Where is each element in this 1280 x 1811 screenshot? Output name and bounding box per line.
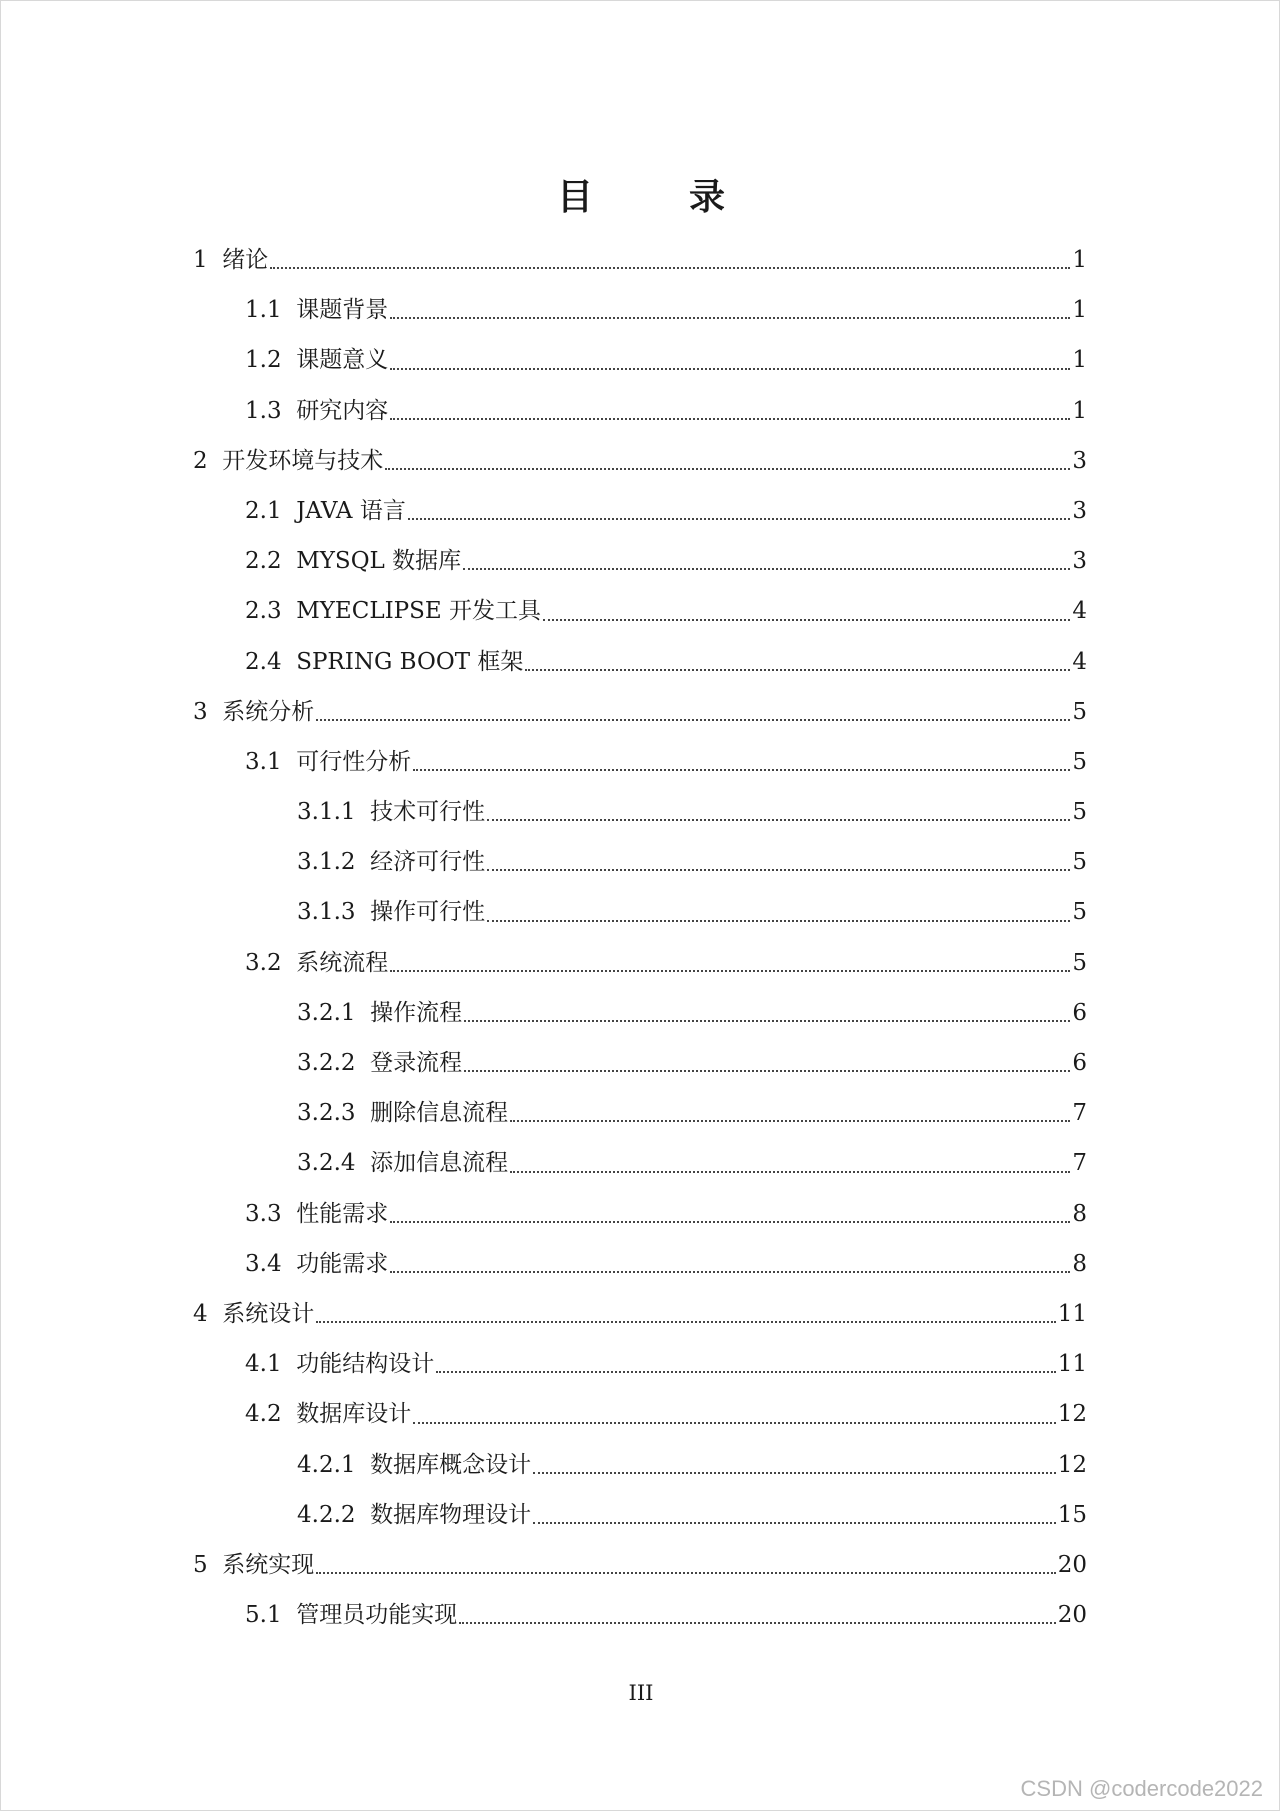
toc-entry-label: 功能需求 xyxy=(296,1250,389,1277)
toc-entry-label: MYSQL 数据库 xyxy=(296,548,462,575)
toc-leader-dots xyxy=(390,969,1070,972)
toc-entry-page: 1 xyxy=(1072,347,1087,374)
toc-entry[interactable] xyxy=(193,586,1087,636)
toc-entry-number: 3.4 xyxy=(245,1250,282,1277)
toc-entry[interactable] xyxy=(193,386,1087,436)
toc-entry[interactable] xyxy=(193,536,1087,586)
toc-leader-dots xyxy=(316,1320,1055,1323)
toc-entry-page: 4 xyxy=(1072,648,1087,675)
toc-entry-number: 5.1 xyxy=(245,1602,282,1629)
toc-entry[interactable] xyxy=(193,887,1087,937)
toc-entry-label: 课题背景 xyxy=(296,297,389,324)
toc-entry[interactable] xyxy=(193,988,1087,1038)
toc-entry-label: 研究内容 xyxy=(296,397,389,424)
toc-entry[interactable] xyxy=(193,1540,1087,1590)
toc-leader-dots xyxy=(316,718,1070,721)
toc-entry-label: 系统分析 xyxy=(222,698,315,725)
toc-leader-dots xyxy=(510,1119,1070,1122)
toc-entry-number: 3.1.3 xyxy=(297,899,356,926)
toc-leader-dots xyxy=(464,1069,1070,1072)
toc-entry-number: 4.2.1 xyxy=(297,1451,356,1478)
toc-entry-number: 2 xyxy=(193,447,208,474)
toc-leader-dots xyxy=(533,1471,1056,1474)
toc-entry-page: 6 xyxy=(1072,1050,1087,1076)
toc-leader-dots xyxy=(316,1571,1055,1574)
table-of-contents xyxy=(193,235,1087,1640)
toc-entry-page: 4 xyxy=(1072,598,1087,625)
toc-entry-number: 3.1 xyxy=(245,748,282,775)
toc-entry[interactable] xyxy=(193,687,1087,737)
toc-entry-page: 5 xyxy=(1072,849,1087,876)
toc-entry-page: 3 xyxy=(1072,548,1087,575)
toc-leader-dots xyxy=(270,266,1070,269)
toc-entry-label: 技术可行性 xyxy=(370,799,486,826)
toc-leader-dots xyxy=(510,1170,1070,1173)
toc-entry-page: 11 xyxy=(1057,1300,1087,1327)
toc-entry[interactable] xyxy=(193,486,1087,536)
toc-entry-page: 3 xyxy=(1072,447,1087,474)
toc-entry-label: 添加信息流程 xyxy=(370,1150,509,1177)
toc-entry[interactable] xyxy=(193,938,1087,988)
toc-entry-page: 12 xyxy=(1057,1401,1087,1428)
toc-entry[interactable] xyxy=(193,1590,1087,1640)
toc-entry-number: 1 xyxy=(193,247,208,273)
toc-entry-number: 3.2 xyxy=(245,949,282,976)
toc-entry-label: 登录流程 xyxy=(370,1050,463,1076)
toc-entry-number: 2.4 xyxy=(245,648,282,675)
toc-leader-dots xyxy=(487,818,1070,821)
toc-leader-dots xyxy=(390,367,1070,370)
toc-leader-dots xyxy=(390,417,1070,420)
toc-leader-dots xyxy=(543,618,1070,621)
toc-entry[interactable] xyxy=(193,837,1087,887)
toc-title: 目 录 xyxy=(556,177,755,218)
toc-entry-label: JAVA 语言 xyxy=(296,497,406,524)
toc-entry-label: 管理员功能实现 xyxy=(296,1602,458,1629)
toc-entry-label: 开发环境与技术 xyxy=(222,447,384,474)
toc-entry-number: 1.2 xyxy=(245,347,282,374)
toc-leader-dots xyxy=(390,1270,1070,1273)
toc-entry[interactable] xyxy=(193,787,1087,837)
toc-entry-label: 数据库物理设计 xyxy=(370,1501,532,1528)
toc-entry-number: 4.2 xyxy=(245,1401,282,1428)
toc-entry[interactable] xyxy=(193,1088,1087,1138)
toc-entry-label: 操作流程 xyxy=(370,999,463,1026)
toc-entry[interactable] xyxy=(193,1239,1087,1289)
toc-entry-page: 20 xyxy=(1057,1551,1087,1578)
toc-entry-number: 3.1.2 xyxy=(297,849,356,876)
toc-entry-number: 3.2.3 xyxy=(297,1100,356,1127)
toc-entry[interactable] xyxy=(193,637,1087,687)
toc-entry[interactable] xyxy=(193,1490,1087,1540)
toc-entry-page: 1 xyxy=(1072,397,1087,424)
toc-entry[interactable] xyxy=(193,1440,1087,1490)
toc-entry-number: 3.2.1 xyxy=(297,999,356,1026)
toc-entry[interactable] xyxy=(193,436,1087,486)
toc-entry[interactable] xyxy=(193,1038,1087,1088)
toc-entry-label: 可行性分析 xyxy=(296,748,412,775)
toc-entry-label: SPRING BOOT 框架 xyxy=(296,648,524,675)
toc-entry-number: 2.3 xyxy=(245,598,282,625)
toc-entry-label: 系统流程 xyxy=(296,949,389,976)
toc-leader-dots xyxy=(413,768,1070,771)
toc-entry-number: 2.2 xyxy=(245,548,282,575)
toc-entry[interactable] xyxy=(193,285,1087,335)
toc-entry-number: 4 xyxy=(193,1300,208,1327)
toc-entry-page: 5 xyxy=(1072,949,1087,976)
toc-leader-dots xyxy=(436,1370,1056,1373)
toc-entry-page: 11 xyxy=(1057,1351,1087,1378)
toc-entry-page: 8 xyxy=(1072,1250,1087,1277)
toc-entry-page: 20 xyxy=(1057,1602,1087,1629)
toc-entry-number: 3 xyxy=(193,698,208,725)
toc-entry-number: 4.2.2 xyxy=(297,1501,356,1528)
toc-entry[interactable] xyxy=(193,1389,1087,1439)
toc-entry-label: 数据库设计 xyxy=(296,1401,412,1428)
toc-leader-dots xyxy=(487,919,1070,922)
toc-entry-number: 3.2.4 xyxy=(297,1150,356,1177)
toc-leader-dots xyxy=(464,1019,1070,1022)
toc-leader-dots xyxy=(390,1220,1070,1223)
page-number: III xyxy=(628,1681,654,1705)
toc-leader-dots xyxy=(408,517,1071,520)
toc-entry-page: 3 xyxy=(1072,497,1087,524)
toc-entry-label: MYECLIPSE 开发工具 xyxy=(296,598,542,625)
toc-entry-label: 绪论 xyxy=(222,247,269,273)
toc-entry-page: 7 xyxy=(1072,1150,1087,1177)
toc-entry-page: 6 xyxy=(1072,999,1087,1026)
toc-entry[interactable] xyxy=(193,1138,1087,1188)
toc-entry[interactable] xyxy=(193,737,1087,787)
toc-entry-label: 系统实现 xyxy=(222,1551,315,1578)
toc-entry-label: 操作可行性 xyxy=(370,899,486,926)
toc-entry-number: 4.1 xyxy=(245,1351,282,1378)
toc-entry-label: 数据库概念设计 xyxy=(370,1451,532,1478)
toc-entry[interactable] xyxy=(193,235,1087,285)
toc-entry-page: 5 xyxy=(1072,748,1087,775)
toc-entry-label: 系统设计 xyxy=(222,1300,315,1327)
toc-entry-number: 1.1 xyxy=(245,297,282,324)
toc-entry-number: 3.2.2 xyxy=(297,1050,356,1076)
toc-entry-number: 5 xyxy=(193,1551,208,1578)
toc-leader-dots xyxy=(463,567,1070,570)
toc-leader-dots xyxy=(459,1621,1056,1624)
toc-entry-page: 1 xyxy=(1072,297,1087,324)
toc-entry-number: 1.3 xyxy=(245,397,282,424)
toc-entry-label: 删除信息流程 xyxy=(370,1100,509,1127)
toc-entry-label: 课题意义 xyxy=(296,347,389,374)
toc-leader-dots xyxy=(487,868,1070,871)
toc-leader-dots xyxy=(525,668,1070,671)
toc-entry-number: 2.1 xyxy=(245,497,282,524)
toc-entry-number: 3.3 xyxy=(245,1200,282,1227)
toc-entry-page: 15 xyxy=(1057,1501,1087,1528)
toc-leader-dots xyxy=(533,1521,1056,1524)
toc-entry-page: 12 xyxy=(1057,1451,1087,1478)
toc-leader-dots xyxy=(413,1421,1056,1424)
toc-entry-label: 性能需求 xyxy=(296,1200,389,1227)
toc-entry-label: 经济可行性 xyxy=(370,849,486,876)
toc-entry[interactable] xyxy=(193,1189,1087,1239)
watermark: CSDN @codercode2022 xyxy=(1020,1776,1263,1801)
toc-leader-dots xyxy=(390,316,1070,319)
toc-entry-page: 5 xyxy=(1072,698,1087,725)
toc-entry-page: 7 xyxy=(1072,1100,1087,1127)
toc-entry-page: 8 xyxy=(1072,1200,1087,1227)
toc-entry[interactable] xyxy=(193,1339,1087,1389)
toc-leader-dots xyxy=(385,467,1070,470)
toc-entry-page: 5 xyxy=(1072,899,1087,926)
toc-entry-page: 5 xyxy=(1072,799,1087,826)
toc-entry[interactable] xyxy=(193,335,1087,385)
toc-entry[interactable] xyxy=(193,1289,1087,1339)
toc-entry-number: 3.1.1 xyxy=(297,799,356,826)
toc-entry-label: 功能结构设计 xyxy=(296,1351,435,1378)
toc-entry-page: 1 xyxy=(1072,247,1087,273)
